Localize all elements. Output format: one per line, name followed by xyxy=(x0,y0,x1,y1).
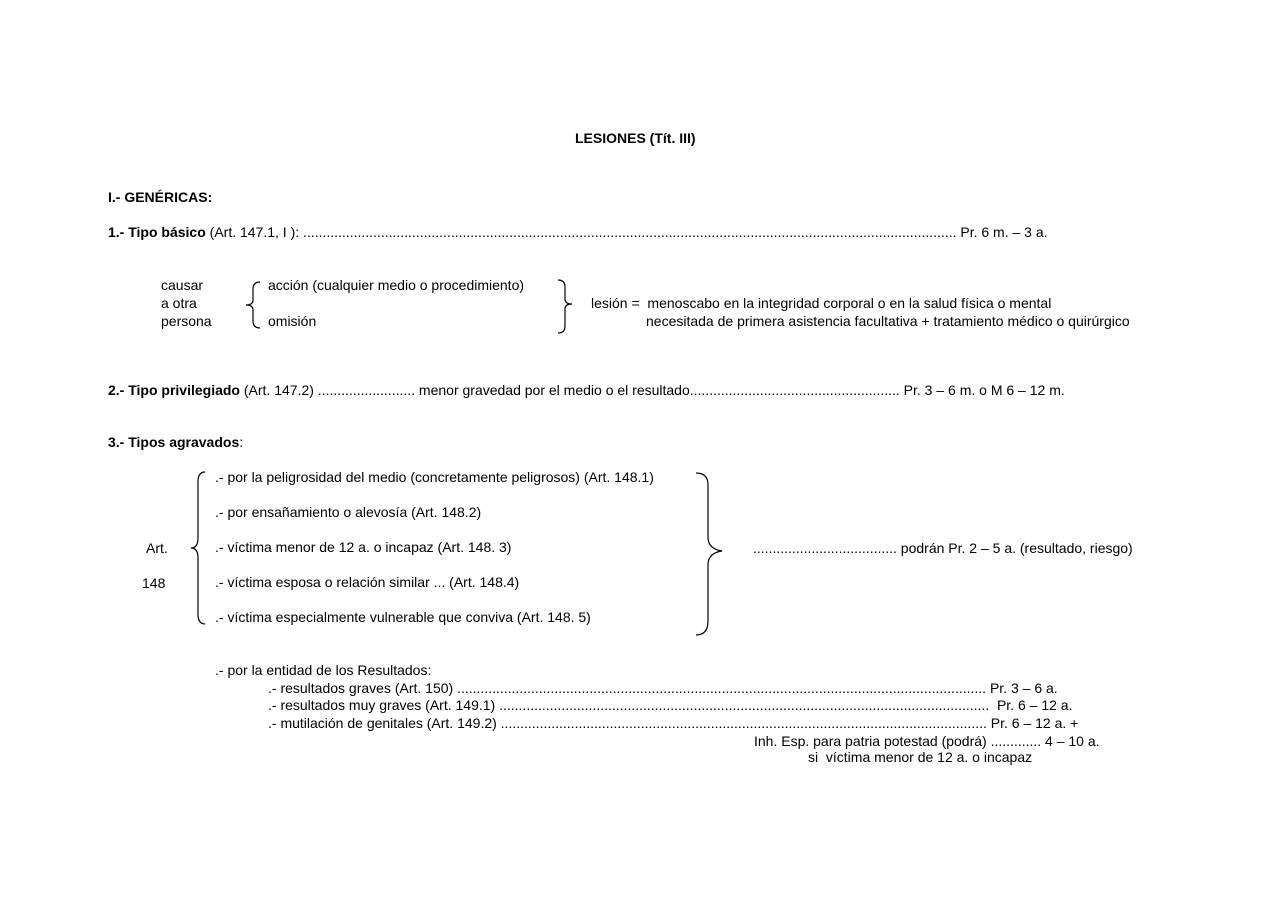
basic-right-brace xyxy=(556,278,578,338)
aggravated-left-brace xyxy=(190,470,212,628)
basic-mode-omission: omisión xyxy=(268,313,317,329)
aggravated-item-3: .- víctima menor de 12 a. o incapaz (Art. 148. 3) xyxy=(215,539,512,555)
results-victim-condition: si víctima menor de 12 a. o incapaz xyxy=(808,749,1033,765)
results-heading: .- por la entidad de los Resultados: xyxy=(215,662,432,678)
results-inhabilitation: Inh. Esp. para patria potestad (podrá) ............. 4 – 10 a. xyxy=(754,733,1100,749)
aggravated-item-4: .- víctima esposa o relación similar ... (Art. 148.4) xyxy=(215,574,520,590)
results-line-mutilation: .- mutilación de genitales (Art. 149.2) ............................................................................................................................. Pr. 6 – 12 a. + xyxy=(268,715,1079,731)
basic-definition-line1: lesión = menoscabo en la integridad corporal o en la salud física o mental xyxy=(591,295,1052,311)
aggravated-type-line xyxy=(108,434,243,451)
basic-type-label: 1.- Tipo básico xyxy=(108,224,206,240)
results-line-very-serious: .- resultados muy graves (Art. 149.1) .............................................................................................................................. Pr. 6 – 12 a. xyxy=(268,697,1073,713)
aggravated-item-2: .- por ensañamiento o alevosía (Art. 148.2) xyxy=(215,504,482,520)
basic-type-ref: (Art. 147.1, I ): ........................................................................................................................................................................ Pr. 6 m. – 3 a. xyxy=(205,224,1048,240)
privileged-type-label: 2.- Tipo privilegiado xyxy=(108,382,240,398)
results-line-serious: .- resultados graves (Art. 150) ........................................................................................................................................ Pr. 3 – 6 a. xyxy=(268,680,1058,696)
basic-subject-1: causar xyxy=(161,277,204,293)
article-label: Art. xyxy=(146,540,168,556)
basic-type-line xyxy=(108,224,1048,241)
basic-mode-action: acción (cualquier medio o procedimiento) xyxy=(268,277,525,293)
aggravated-item-5: .- víctima especialmente vulnerable que conviva (Art. 148. 5) xyxy=(215,609,591,625)
basic-subject-2: a otra xyxy=(161,295,197,311)
basic-left-brace xyxy=(240,280,262,336)
aggravated-item-1: .- por la peligrosidad del medio (concretamente peligrosos) (Art. 148.1) xyxy=(215,469,654,485)
basic-definition-line2: necesitada de primera asistencia facultativa + tratamiento médico o quirúrgico xyxy=(646,313,1130,329)
article-number: 148 xyxy=(142,575,166,591)
aggravated-type-colon: : xyxy=(239,434,244,450)
privileged-type-line xyxy=(108,382,1065,399)
aggravated-penalty: ..................................... podrán Pr. 2 – 5 a. (resultado, riesgo) xyxy=(753,540,1133,556)
privileged-type-ref: (Art. 147.2) ......................... menor gravedad por el medio o el resultado...................................................... Pr. 3 – 6 m. o M 6 – 12 m. xyxy=(239,382,1065,398)
page-title: LESIONES (Tít. III) xyxy=(575,130,696,146)
aggravated-right-brace xyxy=(694,471,728,639)
basic-subject-3: persona xyxy=(161,313,212,329)
aggravated-type-label: 3.- Tipos agravados xyxy=(108,434,240,450)
section-heading: I.- GENÉRICAS: xyxy=(108,189,213,205)
